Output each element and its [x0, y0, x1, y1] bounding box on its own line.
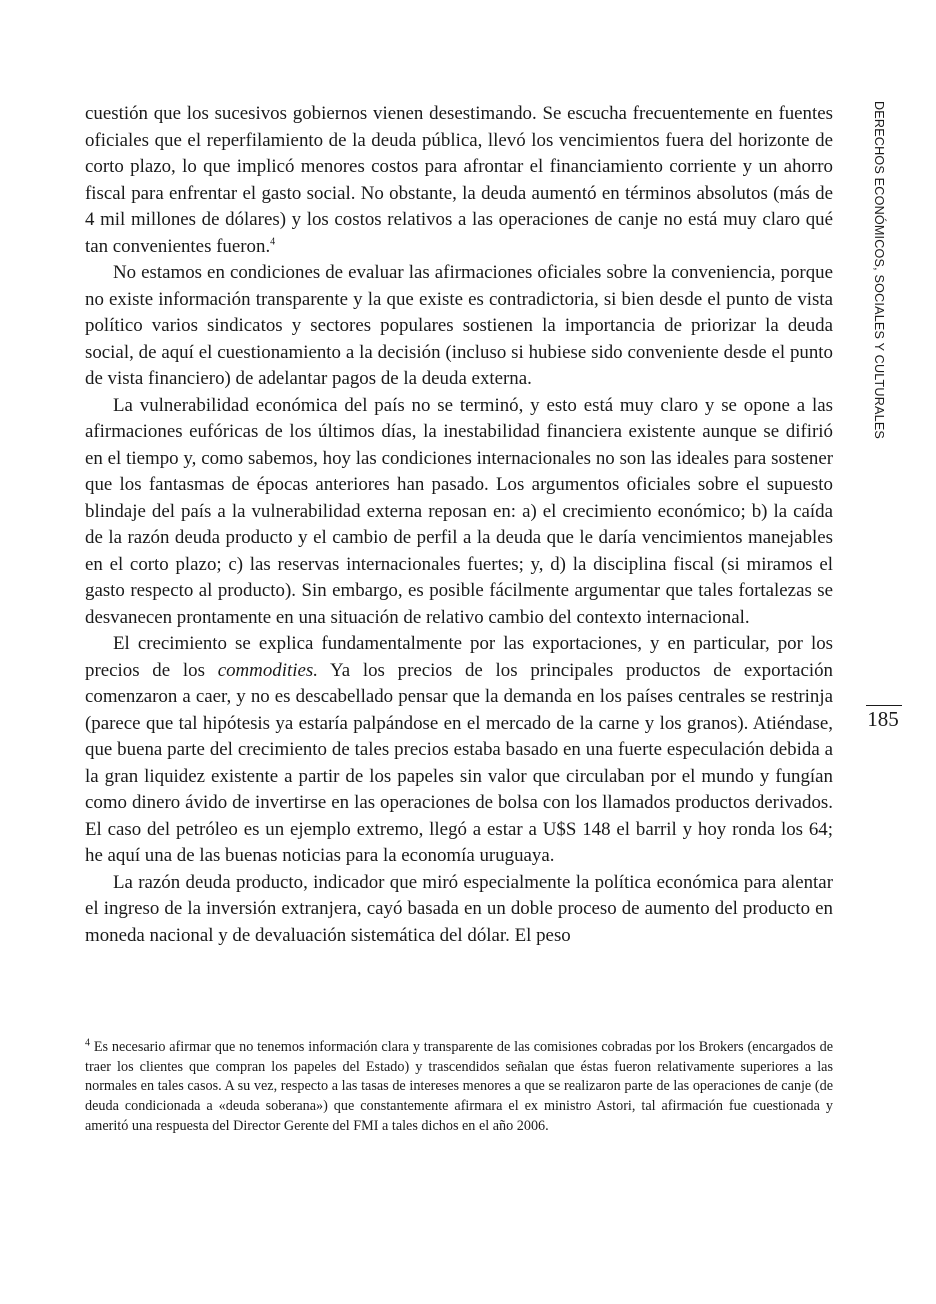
footnote-reference: 4 [270, 236, 276, 248]
page-number-rule [866, 705, 902, 706]
paragraph-2: No estamos en condiciones de evaluar las afirmaciones oficiales sobre la conveniencia, porque no existe información transparente y la que existe es contradictoria, si bien desde el punto de vista político varios sindicatos y sectores populares sostienen la importancia de priorizar la deuda social, de aquí el cuestionamiento a la decisión (incluso si hubiese sido conveniente desde el punto de vista financiero) de adelantar pagos de la deuda externa. [85, 262, 833, 389]
paragraph-1 [85, 101, 833, 260]
italic-term: commodities. [217, 659, 318, 681]
page-number: 185 [867, 707, 899, 731]
paragraph-4 [85, 631, 833, 870]
running-head: DERECHOS ECONÓMICOS, SOCIALES Y CULTURALES [872, 101, 886, 440]
footnote [85, 1038, 833, 1137]
footnote-number: 4 [85, 1037, 90, 1049]
main-text [85, 101, 833, 949]
paragraph-5: La razón deuda producto, indicador que miró especialmente la política económica para alentar el ingreso de la inversión extranjera, cayó basada en un doble proceso de aumento del producto en moneda nacional y de devaluación sistemática del dólar. El peso [85, 871, 833, 946]
paragraph-4-text-before: El crecimiento se explica fundamentalmente por las exportaciones, y en particular, por los precios de los [85, 633, 833, 681]
footnote-text: Es necesario afirmar que no tenemos información clara y transparente de las comisiones cobradas por los Brokers (encargados de traer los clientes que compran los papeles del Estado) y trascendidos señalan que éstas fueron relativamente superiores a las normales en tales casos. A su vez, respecto a las tasas de intereses menores a que se realizaron parte de las operaciones de canje (de deuda condicionada a «deuda soberana») que constantemente afirmara el ex ministro Astori, tal afirmación fue cuestionada y ameritó una respuesta del Director Gerente del FMI a tales dichos en el año 2006. [85, 1039, 834, 1134]
paragraph-1-text: cuestión que los sucesivos gobiernos vienen desestimando. Se escucha frecuentemente en fuentes oficiales que el reperfilamiento de la deuda pública, llevó los vencimientos fuera del horizonte de corto plazo, lo que implicó menores costos para afrontar el financiamiento corriente y un ahorro fiscal para enfrentar el gasto social. No obstante, la deuda aumentó en términos absolutos (más de 4 mil millones de dólares) y los costos relativos a las operaciones de canje no está muy claro qué tan convenientes fueron. [85, 103, 833, 257]
paragraph-3: La vulnerabilidad económica del país no se terminó, y esto está muy claro y se opone a las afirmaciones eufóricas de los últimos días, la inestabilidad financiera existente aunque se difirió en el tiempo y, como sabemos, hoy las condiciones internacionales no son las ideales para sostener que los fantasmas de épocas anteriores han pasado. Los argumentos oficiales sobre el supuesto blindaje del país a la vulnerabilidad externa reposan en: a) el crecimiento económico; b) la caída de la razón deuda producto y el cambio de perfil a la deuda que le daría vencimientos manejables en el corto plazo; c) las reservas internacionales fuertes; y, d) la disciplina fiscal (si miramos el gasto respecto al producto). Sin embargo, es posible fácilmente argumentar que tales fortalezas se desvanecen prontamente en una situación de relativo cambio del contexto internacional. [85, 394, 833, 628]
paragraph-4-text-after: Ya los precios de los principales productos de exportación comenzaron a caer, y no es descabellado pensar que la demanda en los países centrales se restrinja (parece que tal hipótesis ya estaría palpándose en el mercado de la carne y los granos). Atiéndase, que buena parte del crecimiento de tales precios estaba basado en una fuerte especulación debida a la gran liquidez existente a partir de los papeles sin valor que circulaban por el mundo y fungían como dinero ávido de invertirse en las operaciones de bolsa con los llamados productos derivados. El caso del petróleo es un ejemplo extremo, llegó a estar a U$S 148 el barril y hoy ronda los 64; he aquí una de las buenas noticias para la economía uruguaya. [85, 659, 833, 866]
footnotes [85, 1038, 833, 1137]
